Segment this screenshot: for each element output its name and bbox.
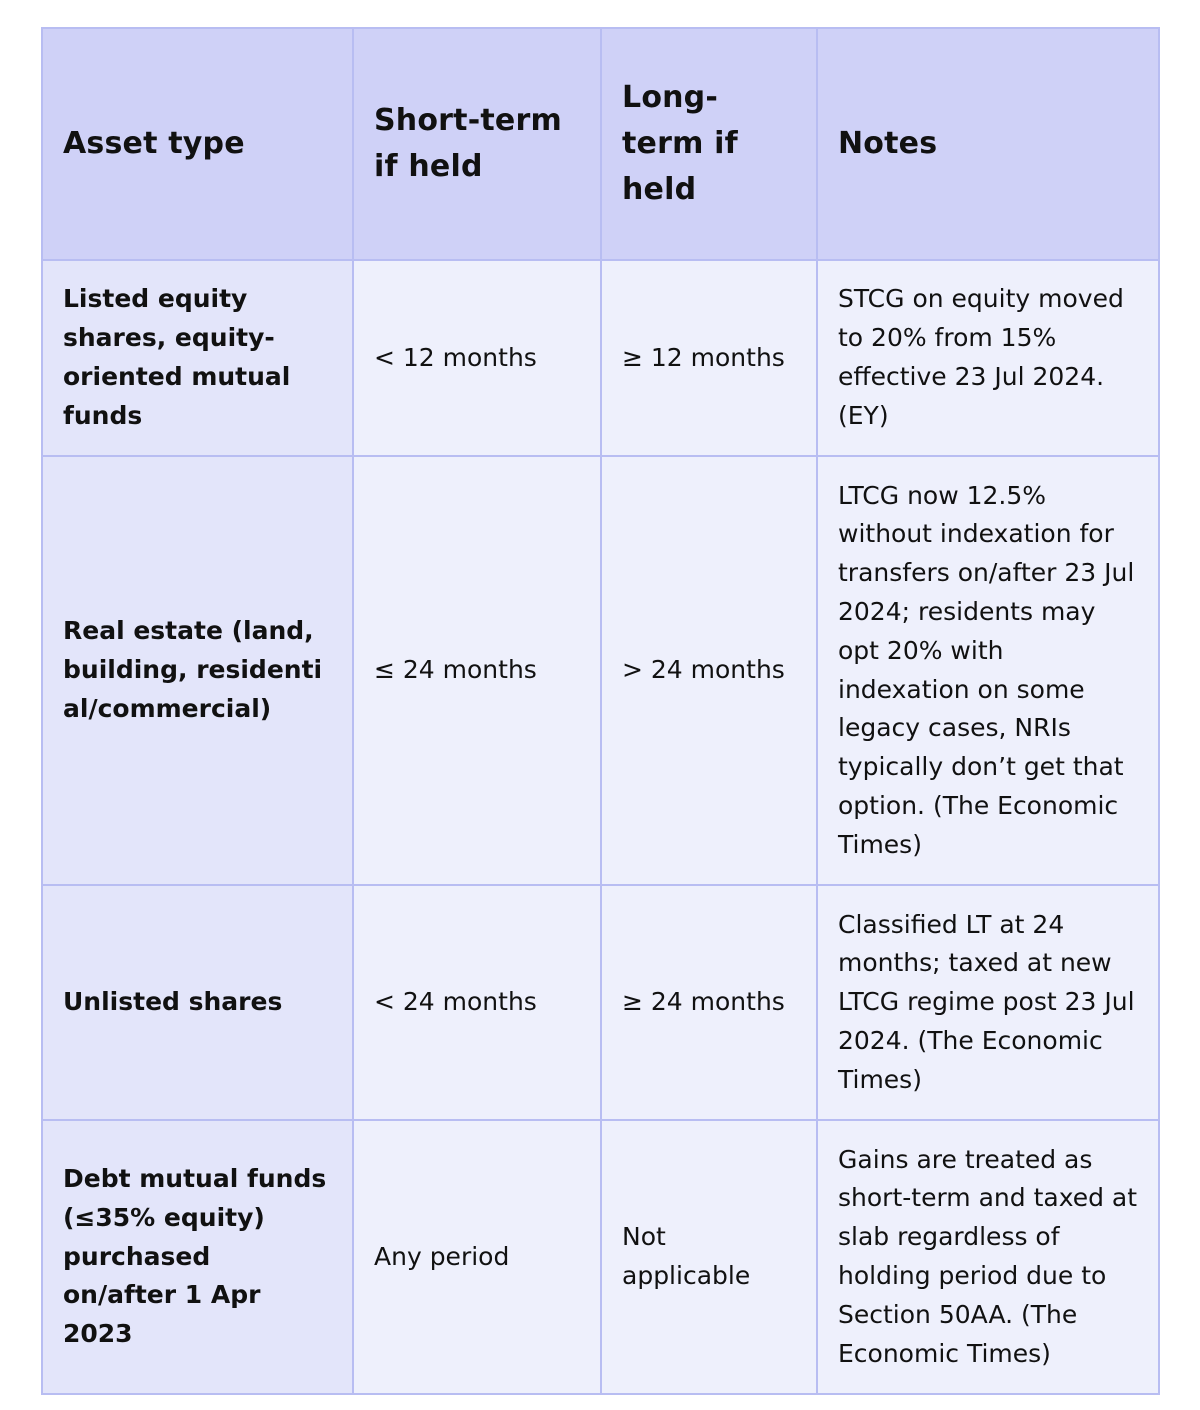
header-notes: Notes bbox=[817, 28, 1159, 260]
asset-type-cell: Listed equity shares, equity-oriented mutual funds bbox=[42, 260, 353, 456]
capital-gains-holding-period-table bbox=[41, 27, 1160, 1395]
short-term-cell: < 24 months bbox=[353, 885, 601, 1120]
long-term-cell: ≥ 24 months bbox=[601, 885, 817, 1120]
asset-type-cell: Unlisted shares bbox=[42, 885, 353, 1120]
table-row bbox=[42, 1120, 1159, 1394]
short-term-cell: ≤ 24 months bbox=[353, 456, 601, 885]
notes-cell: Gains are treated as short-term and taxed at slab regardless of holding period due to Section 50AA. (The Economic Times) bbox=[817, 1120, 1159, 1394]
header-long-term: Long-term if held bbox=[601, 28, 817, 260]
asset-type-cell: Real estate (land, building, residential/commercial) bbox=[42, 456, 353, 885]
table-row bbox=[42, 885, 1159, 1120]
long-term-cell: Not applicable bbox=[601, 1120, 817, 1394]
capital-gains-table-container bbox=[41, 27, 1158, 1395]
long-term-cell: > 24 months bbox=[601, 456, 817, 885]
notes-cell: STCG on equity moved to 20% from 15% effective 23 Jul 2024. (EY) bbox=[817, 260, 1159, 456]
header-short-term: Short-term if held bbox=[353, 28, 601, 260]
header-row bbox=[42, 28, 1159, 260]
short-term-cell: < 12 months bbox=[353, 260, 601, 456]
table-header bbox=[42, 28, 1159, 260]
short-term-cell: Any period bbox=[353, 1120, 601, 1394]
table-row bbox=[42, 260, 1159, 456]
long-term-cell: ≥ 12 months bbox=[601, 260, 817, 456]
notes-cell: Classified LT at 24 months; taxed at new LTCG regime post 23 Jul 2024. (The Economic Times) bbox=[817, 885, 1159, 1120]
header-asset-type: Asset type bbox=[42, 28, 353, 260]
table-row bbox=[42, 456, 1159, 885]
table-body bbox=[42, 260, 1159, 1394]
notes-cell: LTCG now 12.5% without indexation for transfers on/after 23 Jul 2024; residents may opt 20% with indexation on some legacy cases, NRIs typically don’t get that option. (The Economic Times) bbox=[817, 456, 1159, 885]
asset-type-cell: Debt mutual funds (≤35% equity) purchased on/after 1 Apr 2023 bbox=[42, 1120, 353, 1394]
